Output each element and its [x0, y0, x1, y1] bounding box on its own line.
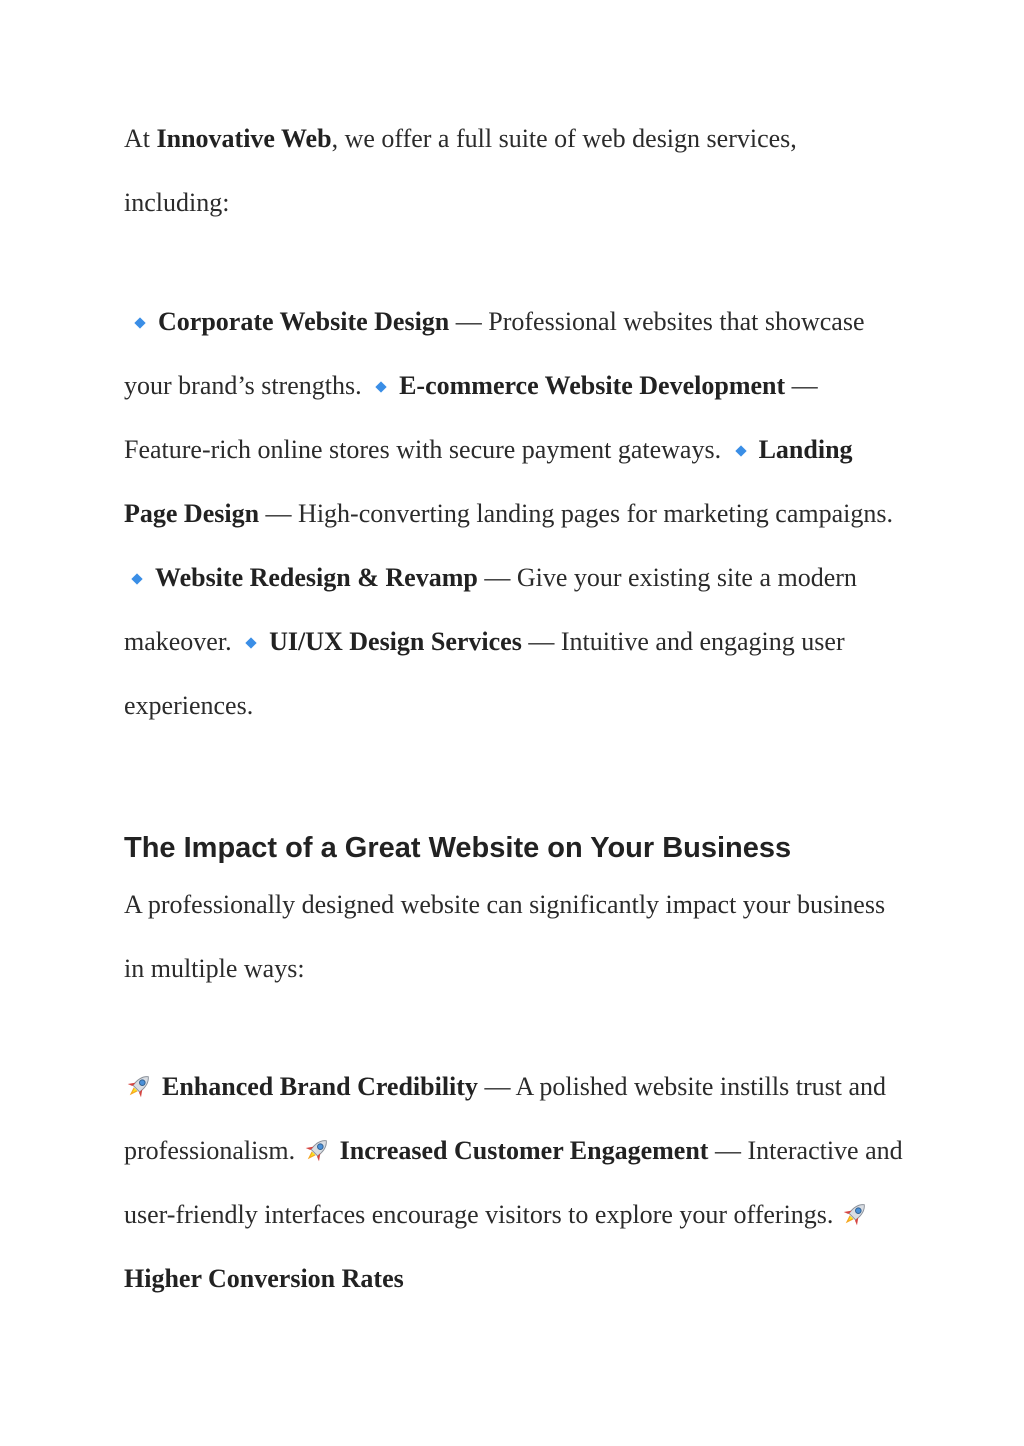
- service-name: Corporate Website Design: [158, 307, 450, 336]
- dash: —: [455, 307, 482, 336]
- rocket-icon: [302, 1135, 332, 1165]
- dash: —: [528, 627, 555, 656]
- service-description: Feature-rich online stores with secure payment gateways.: [124, 435, 722, 464]
- dash: —: [484, 563, 511, 592]
- benefit-name: Higher Conversion Rates: [124, 1264, 404, 1293]
- service-name: E-commerce Website Development: [399, 371, 786, 400]
- blue-diamond-icon: [131, 573, 142, 584]
- service-name: Landing Page Design: [124, 435, 853, 528]
- blue-diamond-icon: [245, 637, 256, 648]
- section-heading: The Impact of a Great Website on Your Business: [124, 832, 792, 864]
- brand-name: Innovative Web: [156, 124, 332, 153]
- service-description: Professional websites that showcase your brand’s strengths.: [124, 307, 865, 400]
- benefit-description: Interactive and user-friendly interfaces encourage visitors to explore your offerings.: [124, 1136, 903, 1229]
- service-name: Website Redesign & Revamp: [155, 563, 478, 592]
- rocket-icon: [124, 1071, 154, 1101]
- benefit-description: A polished website instills trust and professionalism.: [124, 1072, 887, 1165]
- intro-prefix: At: [124, 124, 157, 153]
- service-name: UI/UX Design Services: [269, 627, 522, 656]
- service-description: Intuitive and engaging user experiences.: [124, 627, 845, 720]
- services-paragraph: [124, 290, 904, 738]
- rocket-icon: [840, 1199, 870, 1229]
- intro-suffix: , we offer a full suite of web design services, including:: [124, 124, 797, 217]
- dash: —: [791, 371, 818, 400]
- impact-intro-paragraph: A professionally designed website can significantly impact your business in multiple ways:: [124, 890, 886, 983]
- dash: —: [714, 1136, 741, 1165]
- blue-diamond-icon: [735, 445, 746, 456]
- service-description: Give your existing site a modern makeover.: [124, 563, 857, 656]
- service-description: High-converting landing pages for marketing campaigns.: [298, 499, 893, 528]
- dash: —: [265, 499, 292, 528]
- intro-paragraph: [124, 107, 904, 235]
- dash: —: [484, 1072, 511, 1101]
- blue-diamond-icon: [134, 317, 145, 328]
- blue-diamond-icon: [375, 381, 386, 392]
- benefit-name: Increased Customer Engagement: [339, 1136, 709, 1165]
- benefit-name: Enhanced Brand Credibility: [162, 1072, 478, 1101]
- impact-benefits-paragraph: [124, 1055, 904, 1311]
